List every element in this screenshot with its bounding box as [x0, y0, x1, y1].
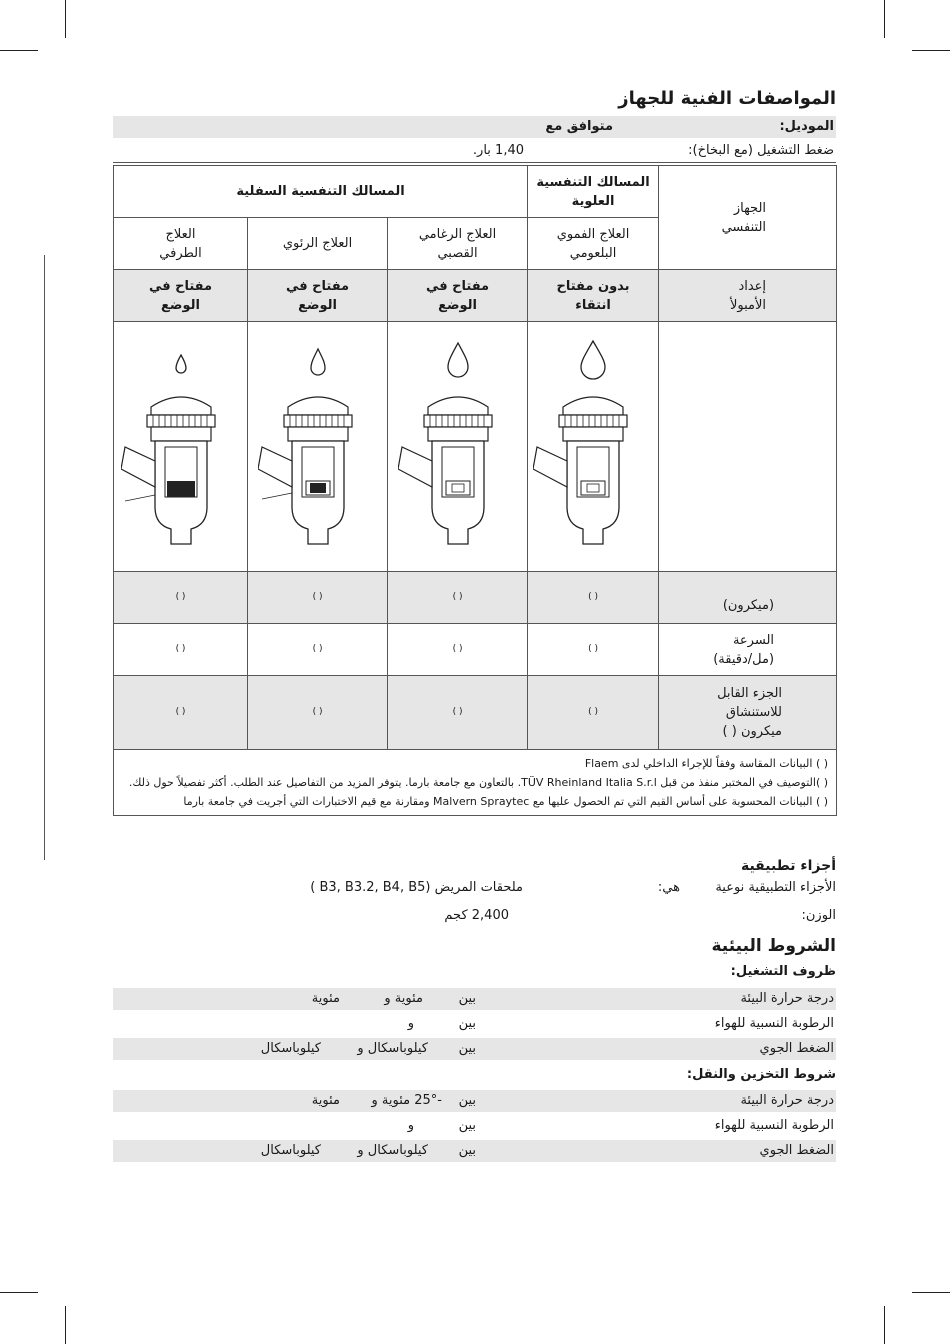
op-row-pressure: الضغط الجوي بين كيلوباسكال و كيلوباسكال [113, 1038, 836, 1060]
weight-label: الوزن: [801, 908, 836, 923]
crop-mark [884, 0, 885, 38]
parts-title: أجزاء تطبيقية [740, 858, 836, 874]
micron-val-2: ( ) [388, 572, 528, 624]
device-label-cell [659, 166, 837, 270]
resp-val-1: ( ) [528, 676, 659, 750]
st-row-temp: بين درجة حرارة البيئة -25° مئوية و مئوية [113, 1090, 836, 1112]
treatment-2: العلاج الرغامي القصبي [388, 218, 528, 270]
model-value: متوافق مع [545, 119, 613, 134]
crop-mark [0, 1292, 38, 1293]
respirable-label: الجزء القابل للاستنشاق ميكرون ( ) [659, 676, 837, 750]
nebulizer-image-4 [114, 322, 248, 572]
setting-2: مفتاح في الوضع [388, 270, 528, 322]
resp-val-2: ( ) [388, 676, 528, 750]
nebulizer-image-2 [388, 322, 528, 572]
crop-mark [65, 1306, 66, 1344]
weight-value: 2,400 كجم [444, 908, 509, 923]
ampoule-label: إعداد الأمبولأ [659, 270, 837, 322]
resp-val-4: ( ) [114, 676, 248, 750]
speed-val-2: ( ) [388, 624, 528, 676]
nebulizer-icon [121, 329, 241, 559]
nebulizer-icon [533, 329, 653, 559]
crop-mark [0, 50, 38, 51]
model-label: الموديل: [779, 119, 834, 134]
micron-val-1: ( ) [528, 572, 659, 624]
note-2: ( )التوصيف في المختبر منفذ من قبل TÜV Rheinland Italia S.r.l. بالتعاون مع جامعة بارما. يتوفر المزيد من التفاصيل عند الطلب. أكثر تفصيلاً حول ذلك. [128, 776, 829, 789]
nebulizer-image-3 [248, 322, 388, 572]
parts-types-value: ملحقات المريض (B3, B3.2, B4, B5 ) [310, 880, 523, 895]
env-title: الشروط البيئية [711, 936, 836, 956]
speed-label: السرعة (مل/دقيقة) [659, 624, 837, 676]
parts-types-label: الأجزاء التطبيقية نوعية [715, 880, 836, 895]
model-bar [113, 116, 836, 138]
treatment-3: العلاج الرئوي [248, 218, 388, 270]
nebulizer-icon [258, 329, 378, 559]
margin-line [44, 255, 45, 860]
setting-1: بدون مفتاح انتقاء [528, 270, 659, 322]
pressure-label: ضغط التشغيل (مع البخاخ): [688, 143, 834, 158]
spec-table [113, 165, 837, 816]
treatment-1: العلاج الفموي البلعومي [528, 218, 659, 270]
micron-label: (ميكرون) [659, 572, 837, 624]
device-label: الجهاز التنفسي [721, 200, 767, 235]
st-row-pressure: الضغط الجوي بين كيلوباسكال و كيلوباسكال [113, 1140, 836, 1162]
speed-val-3: ( ) [248, 624, 388, 676]
speed-val-4: ( ) [114, 624, 248, 676]
lower-group: المسالك التنفسية السفلية [114, 166, 528, 218]
setting-4: مفتاح في الوضع [114, 270, 248, 322]
pressure-value: 1,40 بار. [472, 143, 524, 158]
op-row-humidity: الرطوبة النسبية للهواء بين و [407, 1016, 834, 1031]
separator [113, 162, 836, 163]
op-row-temp: درجة حرارة البيئة بين مئوية و مئوية [113, 988, 836, 1010]
storage-title: شروط التخزين والنقل: [686, 1067, 836, 1082]
page-title: المواصفات الفنية للجهاز [618, 88, 836, 109]
upper-group: المسالك التنفسية العلوية [528, 166, 659, 218]
speed-val-1: ( ) [528, 624, 659, 676]
nebulizer-image-1 [528, 322, 659, 572]
setting-3: مفتاح في الوضع [248, 270, 388, 322]
notes-cell [114, 750, 837, 816]
st-row-humidity: الرطوبة النسبية للهواء بين و [407, 1118, 834, 1133]
operation-title: ظروف التشغيل: [730, 964, 836, 979]
micron-val-4: ( ) [114, 572, 248, 624]
resp-val-3: ( ) [248, 676, 388, 750]
treatment-4: العلاج الطرفي [114, 218, 248, 270]
note-3: ( ) البيانات المحسوبة على أساس القيم التي تم الحصول عليها مع Malvern Spraytec ومقارنة مع قيم الاختبارات التي أجريت في جامعة بارما [183, 795, 829, 808]
image-label-cell [659, 322, 837, 572]
crop-mark [65, 0, 66, 38]
note-1: ( ) البيانات المقاسة وفقاً للإجراء الداخلي لدى Flaem [584, 757, 829, 770]
crop-mark [912, 1292, 950, 1293]
nebulizer-icon [398, 329, 518, 559]
crop-mark [884, 1306, 885, 1344]
micron-val-3: ( ) [248, 572, 388, 624]
crop-mark [912, 50, 950, 51]
parts-are: هي: [657, 880, 680, 895]
